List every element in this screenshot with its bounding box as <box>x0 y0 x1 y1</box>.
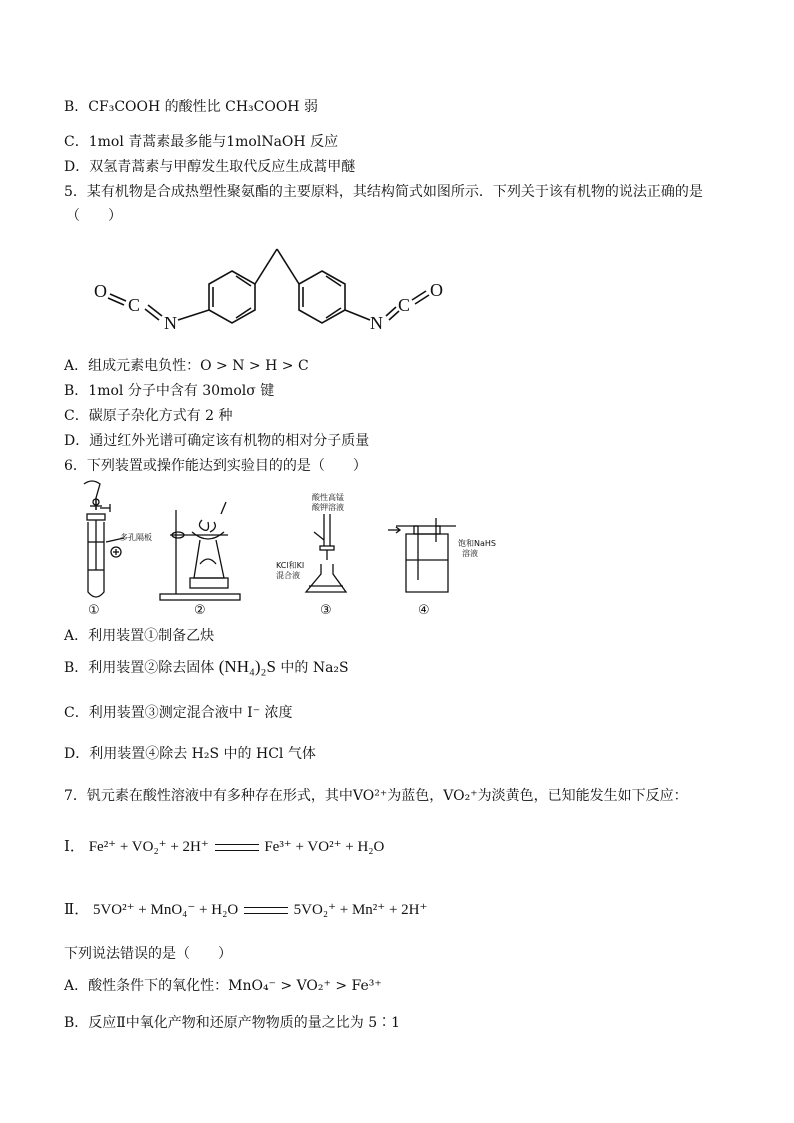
mol-n-right: N <box>370 313 383 333</box>
q5-option-a: A．组成元素电负性：O > N > H > C <box>64 358 309 374</box>
q6-option-b-suffix: 中的 Na₂S <box>280 660 349 676</box>
mol-c-left: C <box>128 295 141 315</box>
label-kmno4-line1: 酸性高锰 <box>312 493 344 502</box>
q6-stem: 6．下列装置或操作能达到实验目的的是（ ） <box>64 458 367 474</box>
label-kcl-line2: 混合液 <box>276 571 300 580</box>
q5-stem: 5．某有机物是合成热塑性聚氨酯的主要原料，其结构简式如图所示．下列关于该有机物的说法正确的是 <box>64 184 703 200</box>
q6-option-c: C．利用装置③测定混合液中 I⁻ 浓度 <box>64 705 293 721</box>
label-kmno4-line2: 酸钾溶液 <box>312 503 344 512</box>
label-kcl-line1: KCl和KI <box>276 561 305 570</box>
q7-eq1-label: Ⅰ． <box>64 839 85 855</box>
q7-eq2-right: 5VO₂⁺ + Mn²⁺ + 2H⁺ <box>293 902 428 918</box>
q4-option-b: B．CF₃COOH 的酸性比 CH₃COOH 弱 <box>64 99 318 115</box>
label-nahs-line1: 饱和NaHS <box>458 539 496 548</box>
q4-option-c: C．1mol 青蒿素最多能与1molNaOH 反应 <box>64 134 339 150</box>
q4-option-d: D．双氢青蒿素与甲醇发生取代反应生成蒿甲醚 <box>64 159 356 175</box>
mol-c-right: C <box>398 295 411 315</box>
q6-option-a: A．利用装置①制备乙炔 <box>64 628 215 644</box>
label-apparatus-2: ② <box>194 603 206 618</box>
q7-equation-1 <box>64 835 384 856</box>
molecule-structure <box>90 243 460 343</box>
mol-o-left: O <box>94 281 107 301</box>
label-nahs-line2: 溶液 <box>462 549 478 558</box>
q5-paren: （ ） <box>66 208 122 224</box>
q6-option-b <box>64 657 349 678</box>
label-apparatus-3: ③ <box>320 603 332 618</box>
q5-option-c: C．碳原子杂化方式有 2 种 <box>64 408 233 424</box>
mol-o-right: O <box>430 280 443 300</box>
lab-apparatus-figure <box>76 480 496 620</box>
q5-option-d: D．通过红外光谱可确定该有机物的相对分子质量 <box>64 433 370 449</box>
q6-option-d: D．利用装置④除去 H₂S 中的 HCl 气体 <box>64 746 316 762</box>
label-apparatus-4: ④ <box>418 603 430 618</box>
equals-sign <box>215 844 259 851</box>
q5-option-b: B．1mol 分子中含有 30molσ 键 <box>64 383 275 399</box>
q7-eq1-right: Fe³⁺ + VO²⁺ + H₂O <box>264 839 385 855</box>
q7-ask: 下列说法错误的是（ ） <box>64 946 232 962</box>
q7-stem: 7．钒元素在酸性溶液中有多种存在形式，其中VO²⁺为蓝色，VO₂⁺为淡黄色，已知能发生如下反应： <box>64 788 688 804</box>
q7-eq2-label: Ⅱ． <box>64 902 90 918</box>
q6-option-b-prefix: B．利用装置②除去固体 <box>64 660 215 676</box>
q7-option-b: B．反应Ⅱ中氧化产物和还原产物物质的量之比为 5∶1 <box>64 1015 401 1031</box>
q7-eq1-left: Fe²⁺ + VO₂⁺ + 2H⁺ <box>88 839 209 855</box>
equals-sign <box>244 907 288 914</box>
q6-option-b-formula: (NH₄)₂S <box>218 657 276 676</box>
label-apparatus-1: ① <box>88 603 100 618</box>
mol-n-left: N <box>164 313 177 333</box>
q7-eq2-left: 5VO²⁺ + MnO₄⁻ + H₂O <box>92 902 239 918</box>
q7-option-a: A．酸性条件下的氧化性：MnO₄⁻ > VO₂⁺ > Fe³⁺ <box>64 978 382 994</box>
q7-equation-2 <box>64 898 427 919</box>
label-porous-plate: 多孔隔板 <box>120 533 152 542</box>
